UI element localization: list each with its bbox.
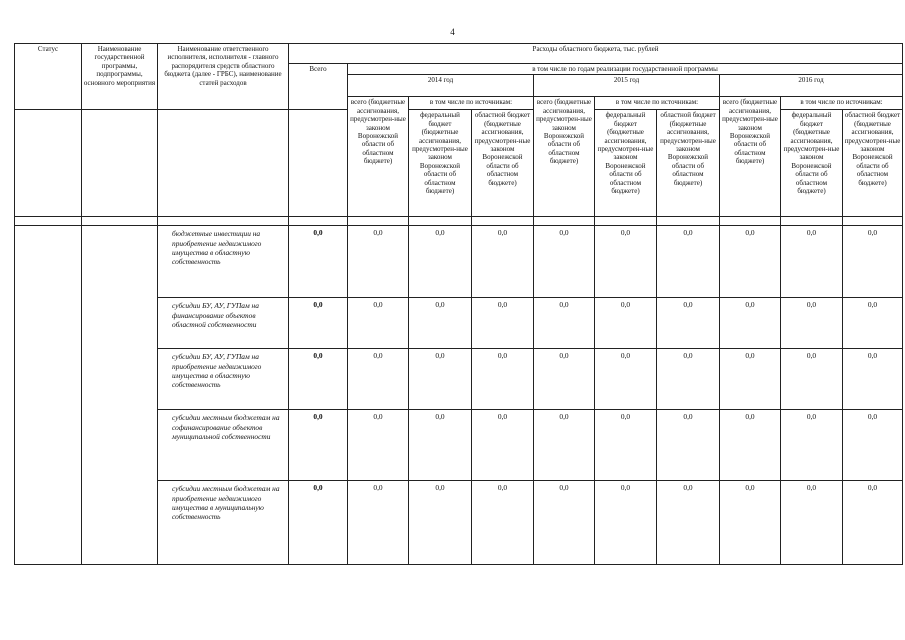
row-label: бюджетные инвестиции на приобретение недвижимого имущества в областную собственность	[158, 226, 289, 298]
cell-value: 0,0	[595, 410, 657, 481]
cell-value: 0,0	[409, 298, 472, 349]
header-program-name: Наименование государственной программы, подпрограммы, основного мероприятия	[82, 44, 158, 110]
cell-value: 0,0	[472, 349, 534, 410]
cell-value: 0,0	[657, 226, 720, 298]
header-regional: областной бюджет (бюджетные ассигнования, предусмотрен-ные законом Воронежской области об областном бюджете)	[843, 110, 903, 217]
row-label: субсидии местным бюджетам на софинансирование объектов муниципальной собственности	[158, 410, 289, 481]
header-expenses: Расходы областного бюджета, тыс. рублей	[289, 44, 903, 64]
cell-value: 0,0	[657, 410, 720, 481]
cell-value: 0,0	[843, 410, 903, 481]
cell-value: 0,0	[657, 298, 720, 349]
header-regional: областной бюджет (бюджетные ассигнования, предусмотрен-ные законом Воронежской области об областном бюджете)	[472, 110, 534, 217]
cell-value: 0,0	[472, 410, 534, 481]
header-year-2016: 2016 год	[720, 75, 903, 97]
header-federal: федеральный бюджет (бюджетные ассигнования, предусмотрен-ные законом Воронежской области об областном бюджете)	[409, 110, 472, 217]
row-label: субсидии БУ, АУ, ГУПам на финансирование объектов областной собственности	[158, 298, 289, 349]
cell-value: 0,0	[534, 481, 595, 565]
header-total-col: всего (бюджетные ассигнования, предусмотрен-ные законом Воронежской области об областном бюджете)	[348, 97, 409, 217]
cell-value: 0,0	[534, 226, 595, 298]
cell-value: 0,0	[720, 410, 781, 481]
cell-value: 0,0	[781, 481, 843, 565]
header-status: Статус	[15, 44, 82, 110]
cell-value: 0,0	[843, 349, 903, 410]
cell-value: 0,0	[472, 298, 534, 349]
cell-value: 0,0	[409, 481, 472, 565]
cell-value: 0,0	[534, 349, 595, 410]
cell-value: 0,0	[534, 410, 595, 481]
cell-value: 0,0	[657, 481, 720, 565]
header-by-years: в том числе по годам реализации государственной программы	[348, 64, 903, 75]
row-total: 0,0	[289, 410, 348, 481]
cell-value: 0,0	[720, 298, 781, 349]
cell-value: 0,0	[595, 481, 657, 565]
row-label: субсидии местным бюджетам на приобретение недвижимого имущества в муниципальную собственность	[158, 481, 289, 565]
row-total: 0,0	[289, 481, 348, 565]
header-total: Всего	[289, 64, 348, 110]
cell-value: 0,0	[781, 410, 843, 481]
header-by-sources: в том числе по источникам:	[409, 97, 534, 110]
cell-value: 0,0	[720, 349, 781, 410]
row-total: 0,0	[289, 349, 348, 410]
cell-value: 0,0	[720, 226, 781, 298]
cell-value: 0,0	[843, 298, 903, 349]
cell-value: 0,0	[348, 481, 409, 565]
cell-value: 0,0	[843, 226, 903, 298]
row-total: 0,0	[289, 298, 348, 349]
cell-value: 0,0	[348, 298, 409, 349]
cell-value: 0,0	[348, 349, 409, 410]
cell-value: 0,0	[595, 298, 657, 349]
cell-value: 0,0	[781, 226, 843, 298]
header-year-2014: 2014 год	[348, 75, 534, 97]
header-year-2015: 2015 год	[534, 75, 720, 97]
header-by-sources: в том числе по источникам:	[781, 97, 903, 110]
cell-value: 0,0	[409, 410, 472, 481]
cell-value: 0,0	[595, 226, 657, 298]
header-federal: федеральный бюджет (бюджетные ассигнования, предусмотрен-ные законом Воронежской области об областном бюджете)	[595, 110, 657, 217]
budget-table	[14, 43, 903, 565]
row-total: 0,0	[289, 226, 348, 298]
header-federal: федеральный бюджет (бюджетные ассигнования, предусмотрен-ные законом Воронежской области об областном бюджете)	[781, 110, 843, 217]
header-total-col: всего (бюджетные ассигнования, предусмотрен-ные законом Воронежской области об областном бюджете)	[534, 97, 595, 217]
cell-value: 0,0	[348, 410, 409, 481]
cell-value: 0,0	[781, 349, 843, 410]
row-label: субсидии БУ, АУ, ГУПам на приобретение недвижимого имущества в областную собственность	[158, 349, 289, 410]
header-by-sources: в том числе по источникам:	[595, 97, 720, 110]
cell-value: 0,0	[595, 349, 657, 410]
page-number: 4	[450, 27, 455, 37]
cell-value: 0,0	[657, 349, 720, 410]
cell-value: 0,0	[348, 226, 409, 298]
cell-value: 0,0	[472, 481, 534, 565]
header-regional: областной бюджет (бюджетные ассигнования, предусмотрен-ные законом Воронежской области об областном бюджете)	[657, 110, 720, 217]
cell-value: 0,0	[843, 481, 903, 565]
cell-value: 0,0	[720, 481, 781, 565]
header-executor: Наименование ответственного исполнителя, исполнителя - главного распорядителя средств областного бюджета (далее - ГРБС), наименование статей расходов	[158, 44, 289, 110]
cell-value: 0,0	[409, 226, 472, 298]
header-total-col: всего (бюджетные ассигнования, предусмотрен-ные законом Воронежской области об областном бюджете)	[720, 97, 781, 217]
cell-value: 0,0	[409, 349, 472, 410]
cell-value: 0,0	[472, 226, 534, 298]
table-row	[15, 226, 903, 298]
cell-value: 0,0	[781, 298, 843, 349]
cell-value: 0,0	[534, 298, 595, 349]
